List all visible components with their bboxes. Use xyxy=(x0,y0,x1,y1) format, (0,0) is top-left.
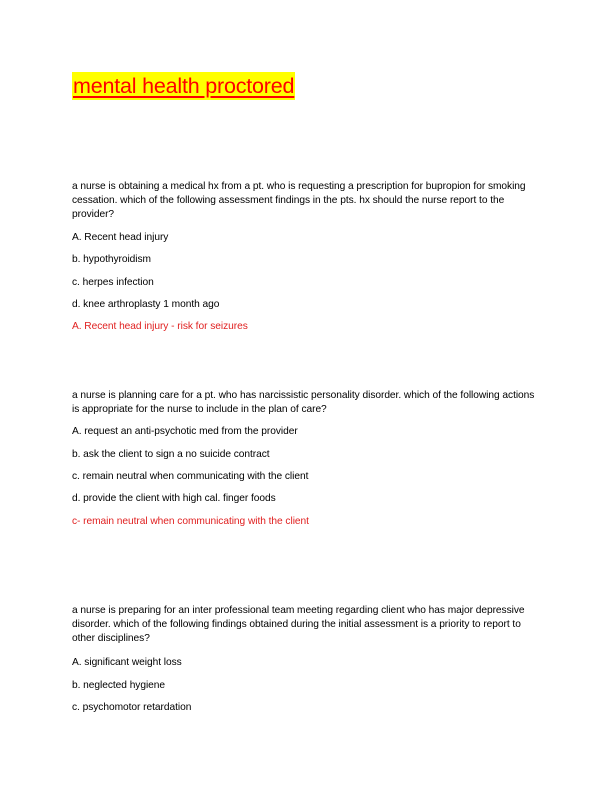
question-1-option-c: c. herpes infection xyxy=(72,277,154,288)
question-1-answer: A. Recent head injury - risk for seizures xyxy=(72,321,248,332)
question-2-option-d: d. provide the client with high cal. finger foods xyxy=(72,493,276,504)
question-3-option-a: A. significant weight loss xyxy=(72,657,182,668)
question-2-answer: c- remain neutral when communicating with the client xyxy=(72,516,309,527)
question-3-stem: a nurse is preparing for an inter professional team meeting regarding client who has major depressive disorder. which of the following findings obtained during the initial assessment is a priority to report to other disciplines? xyxy=(72,605,525,644)
question-2-stem: a nurse is planning care for a pt. who has narcissistic personality disorder. which of the following actions is appropriate for the nurse to include in the plan of care? xyxy=(72,390,535,415)
page-title: mental health proctored xyxy=(73,74,295,98)
question-2-option-b: b. ask the client to sign a no suicide contract xyxy=(72,449,270,460)
question-1-option-d: d. knee arthroplasty 1 month ago xyxy=(72,299,220,310)
question-1-option-b: b. hypothyroidism xyxy=(72,254,151,265)
question-3-option-b: b. neglected hygiene xyxy=(72,680,166,691)
question-1-option-a: A. Recent head injury xyxy=(72,232,169,243)
question-3-option-c: c. psychomotor retardation xyxy=(72,702,192,713)
question-2-option-a: A. request an anti-psychotic med from the provider xyxy=(72,426,298,437)
question-2-option-c: c. remain neutral when communicating with the client xyxy=(72,471,309,482)
question-1-stem: a nurse is obtaining a medical hx from a pt. who is requesting a prescription for bupropion for smoking cessation. which of the following assessment findings in the pts. hx should the nurse report to the provider? xyxy=(72,181,526,220)
